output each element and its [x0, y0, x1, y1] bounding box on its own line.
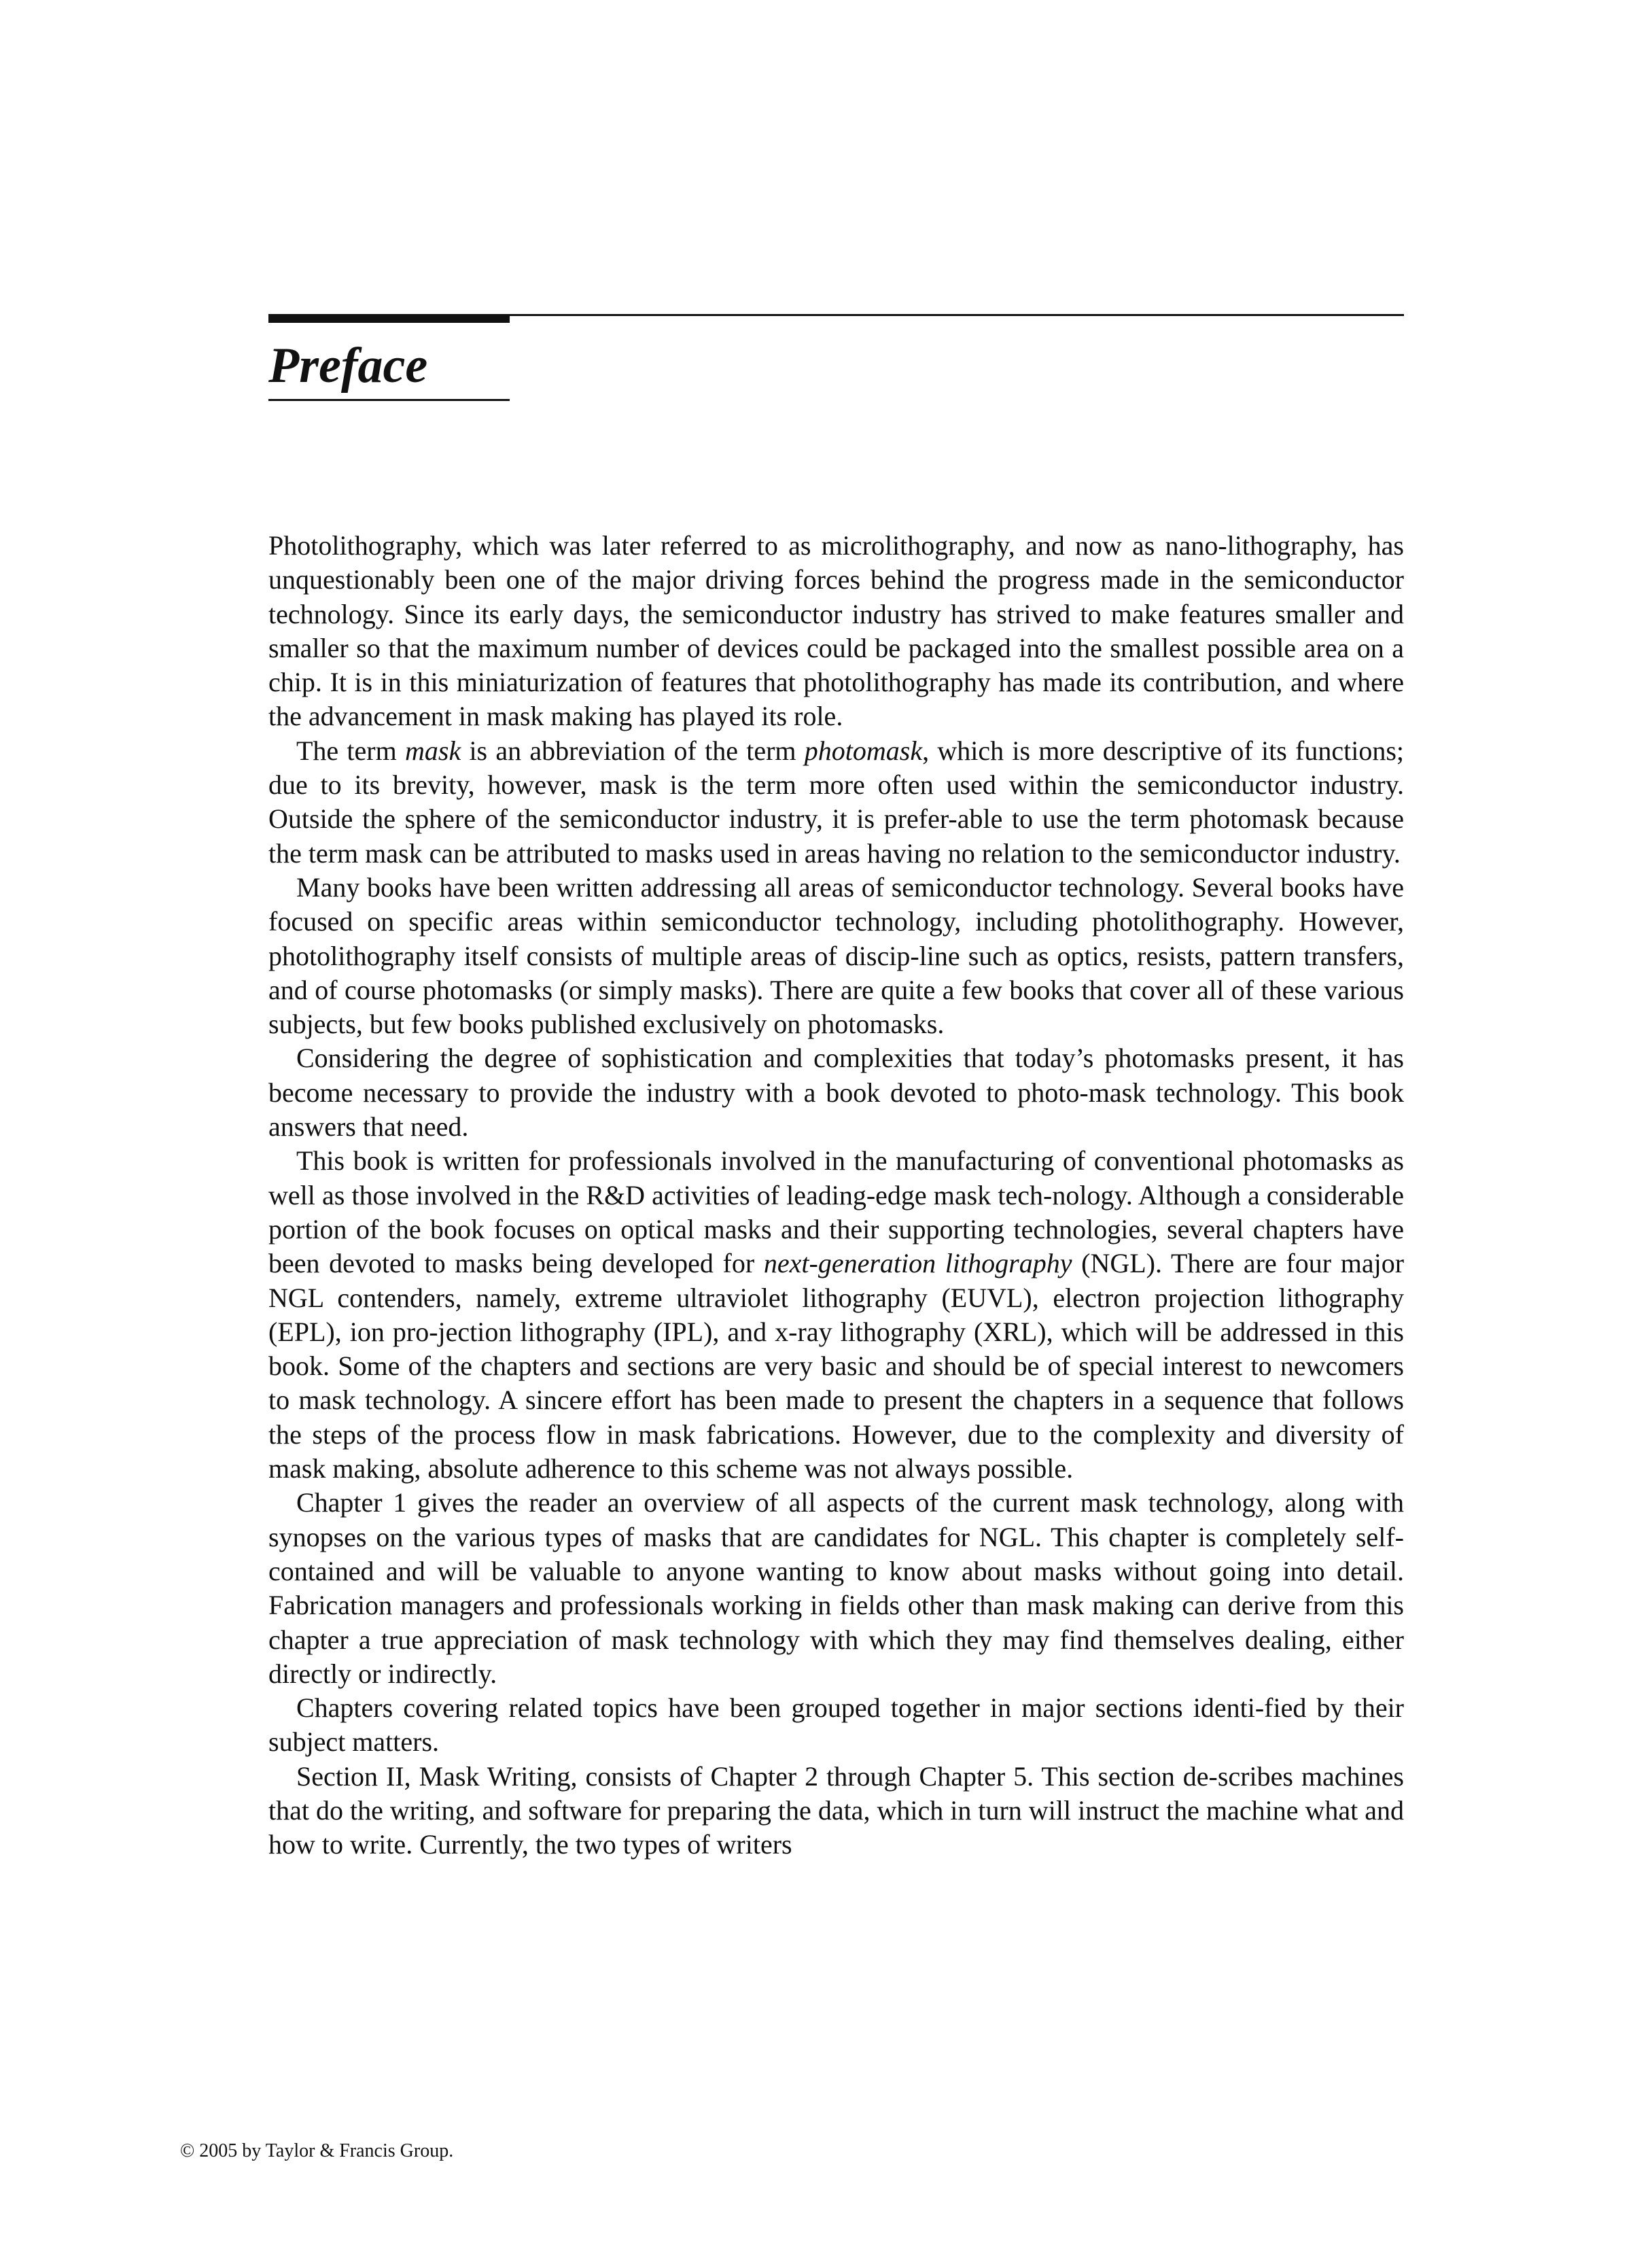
paragraph	[268, 1041, 1404, 1144]
paragraph	[268, 1691, 1404, 1760]
paragraph	[268, 1760, 1404, 1862]
paragraph	[268, 529, 1404, 734]
title-underline	[268, 399, 510, 401]
paragraph-text: Photolithography, which was later referred to as microlithography, and now as nano-lithography, has unquestionably been one of the major driving forces behind the progress made in the semiconductor technology. Since its early days, the semiconductor industry has strived to make features smaller and smaller so that the maximum number of devices could be packaged into the smallest possible area on a chip. It is in this miniaturization of features that photolithography has made its contribution, and where the advancement in mask making has played its role.	[268, 530, 1404, 732]
paragraph-text: Chapters covering related topics have been grouped together in major sections identi-fied by their subject matters.	[268, 1692, 1404, 1758]
paragraph-text: Many books have been written addressing all areas of semiconductor technology. Several books have focused on specific areas within semiconductor technology, including photolithography. However, photolithography itself consists of multiple areas of discip-line such as optics, resists, pattern transfers, and of course photomasks (or simply masks). There are quite a few books that cover all of these various subjects, but few books published exclusively on photomasks.	[268, 871, 1404, 1040]
header-rule-thin	[510, 314, 1404, 316]
paragraph	[268, 1144, 1404, 1486]
paragraph	[268, 871, 1404, 1041]
paragraph-text: Section II, Mask Writing, consists of Chapter 2 through Chapter 5. This section de-scribes machines that do the writing, and software for preparing the data, which in turn will instruct the machine what and how to write. Currently, the two types of writers	[268, 1760, 1404, 1860]
paragraph	[268, 1486, 1404, 1691]
italic-term: photomask	[804, 735, 923, 766]
italic-term: mask	[404, 735, 461, 766]
paragraph-text: Chapter 1 gives the reader an overview of all aspects of the current mask technology, along with synopses on the various types of masks that are candidates for NGL. This chapter is completely self-contained and will be valuable to anyone wanting to know about masks without going into detail. Fabrication managers and professionals working in fields other than mask making can derive from this chapter a true appreciation of mask technology with which they may find themselves dealing, either directly or indirectly.	[268, 1487, 1404, 1689]
italic-term: next-generation lithography	[763, 1248, 1072, 1279]
paragraph	[268, 734, 1404, 871]
paragraph-text: , which is more descriptive of its functions; due to its brevity, however, mask is the term more often used within the semiconductor industry. Outside the sphere of the semiconductor industry, it is prefer-able to use the term photomask because the term mask can be attributed to masks used in areas having no relation to the semiconductor industry.	[268, 735, 1405, 869]
paragraph-text: The term	[296, 735, 405, 766]
copyright-footer: © 2005 by Taylor & Francis Group.	[180, 2140, 454, 2161]
paragraph-text: (NGL). There are four major NGL contenders, namely, extreme ultraviolet lithography (EUVL), electron projection lithography (EPL), ion pro-jection lithography (IPL), and x-ray lithography (XRL), which will be addressed in this book. Some of the chapters and sections are very basic and should be of special interest to newcomers to mask technology. A sincere effort has been made to present the chapters in a sequence that follows the steps of the process flow in mask fabrications. However, due to the complexity and diversity of mask making, absolute adherence to this scheme was not always possible.	[268, 1248, 1405, 1484]
paragraph-text: is an abbreviation of the term	[461, 735, 805, 766]
paragraph-text: Considering the degree of sophistication and complexities that today’s photomasks present, it has become necessary to provide the industry with a book devoted to photo-mask technology. This book answers that need.	[268, 1043, 1404, 1143]
paragraph-text: This book is written for professionals involved in the manufacturing of conventional photomasks as well as those involved in the R&D activities of leading-edge mask tech-nology. Although a considerable portion of the book focuses on optical masks and their supporting technologies, several chapters have been devoted to masks being developed for	[268, 1145, 1404, 1279]
body-text	[268, 529, 1404, 1862]
header-rule-thick	[268, 314, 510, 323]
page-title: Preface	[268, 338, 428, 394]
